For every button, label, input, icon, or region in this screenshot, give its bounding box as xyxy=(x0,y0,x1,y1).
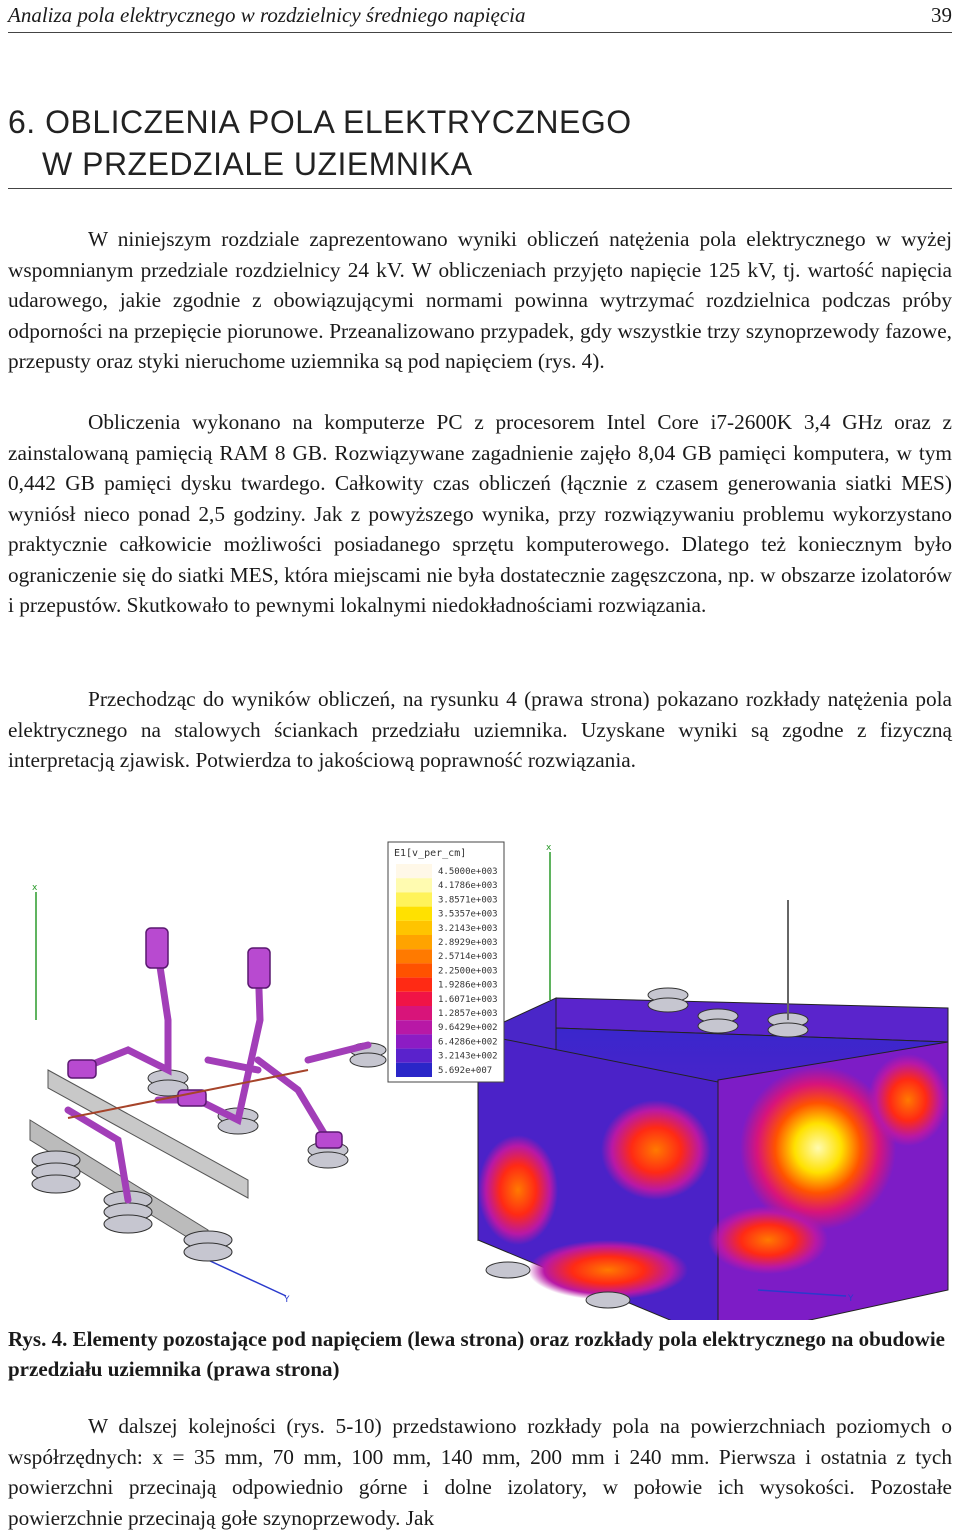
axis-label-x: x xyxy=(32,883,38,893)
chapter-heading-line1: 6. OBLICZENIA POLA ELEKTRYCZNEGO xyxy=(8,104,632,140)
paragraph: Przechodząc do wyników obliczeń, na rysunku 4 (prawa strona) pokazano rozkłady natężenia pola elektrycznego na stalowych ściankach przedziału uziemnika. Uzyskane wyniki są zgodne z fizyczną interpretacją zjawisk. Potwierdza to jakościową poprawność rozwiązania. xyxy=(8,687,952,772)
legend-swatch xyxy=(396,1063,432,1077)
field-hotspot xyxy=(601,1100,711,1200)
running-header xyxy=(8,0,952,33)
legend-value: 6.4286e+002 xyxy=(438,1037,498,1048)
legend-value: 3.5357e+003 xyxy=(438,909,498,920)
field-hotspot xyxy=(528,1240,688,1300)
running-title: Analiza pola elektrycznego w rozdzielnicy średniego napięcia xyxy=(8,3,526,27)
legend-swatch xyxy=(396,907,432,921)
legend-value: 4.1786e+003 xyxy=(438,881,498,892)
paragraph: Obliczenia wykonano na komputerze PC z procesorem Intel Core i7-2600K 3,4 GHz oraz z zainstalowaną pamięcią RAM 8 GB. Rozwiązywane zagadnienie zajęło 8,04 GB pamięci komputera, w tym 0,442 GB pamięci dysku twardego. Całkowity czas obliczeń (łącznie z czasem generowania siatki MES) wyniósł nieco ponad 2,5 godziny. Jak z powyższego wynika, przy rozwiązywaniu problemu wykorzystano praktycznie całkowicie możliwości posiadanego sprzętu komputerowego. Dlatego też koniecznym było ograniczenie się do siatki MES, która miejscami nie była dostatecznie zagęszczona, np. w obszarze izolatorów i przepustów. Skutkowało to pewnymi lokalnymi niedokładnościami rozwiązania. xyxy=(8,410,952,617)
chapter-heading-line2: W PRZEDZIALE UZIEMNIKA xyxy=(42,146,473,182)
legend-value: 2.5714e+003 xyxy=(438,952,498,963)
axis-label-x: x xyxy=(546,843,552,853)
legend-value: 1.6071e+003 xyxy=(438,994,498,1005)
legend-value: 3.2143e+003 xyxy=(438,923,498,934)
legend-swatch xyxy=(396,864,432,878)
legend-swatch xyxy=(396,1049,432,1063)
legend-swatch xyxy=(396,992,432,1006)
legend-swatch xyxy=(396,1020,432,1034)
legend-value: 9.6429e+002 xyxy=(438,1023,498,1034)
legend-swatch xyxy=(396,1006,432,1020)
legend-value: 4.5000e+003 xyxy=(438,867,498,877)
figure-4 xyxy=(8,820,952,1320)
legend-value: 3.8571e+003 xyxy=(438,895,498,906)
legend-swatch xyxy=(396,935,432,949)
legend-value: 1.2857e+003 xyxy=(438,1009,498,1019)
legend-swatch xyxy=(396,963,432,977)
enclosure-field-map xyxy=(478,843,948,1320)
legend-value: 2.2500e+003 xyxy=(438,966,498,977)
page-number: 39 xyxy=(931,3,952,27)
field-hotspot xyxy=(478,1135,558,1245)
axis-line-y xyxy=(208,1260,286,1296)
legend-title: E1[v_per_cm] xyxy=(394,848,467,859)
legend-swatch xyxy=(396,921,432,935)
legend-swatch xyxy=(396,892,432,906)
legend-value: 5.692e+007 xyxy=(438,1065,493,1076)
legend-swatch xyxy=(396,949,432,963)
color-legend xyxy=(388,842,504,1082)
legend-value: 1.9286e+003 xyxy=(438,980,498,991)
field-hotspot xyxy=(868,1054,948,1146)
paragraph: W dalszej kolejności (rys. 5-10) przedstawiono rozkłady pola na powierzchniach poziomych o współrzędnych: x = 35 mm, 70 mm, 100 mm, 140 mm, 200 mm i 240 mm. Pierwsza i ostatnia z tych powierzchni przecinają odpowiednio górne i dolne izolatory, w połowie ich wysokości. Pozostałe powierzchnie przecinają gołe szynoprzewody. Jak xyxy=(8,1414,952,1530)
axis-label-y: Y xyxy=(848,1294,854,1304)
axis-label-y: Y xyxy=(284,1295,290,1305)
figure-illustration xyxy=(8,820,952,1320)
chapter-heading xyxy=(8,102,952,189)
paragraph: W niniejszym rozdziale zaprezentowano wyniki obliczeń natężenia pola elektrycznego w wyżej wspomnianym przedziale rozdzielnicy 24 kV. W obliczeniach przyjęto napięcie 125 kV, tj. wartość napięcia udarowego, jakie zgodnie z obowiązującymi normami powinna wytrzymać rozdzielnica podczas próby odporności na przepięcie piorunowe. Przeanalizowano przypadek, gdy wszystkie trzy szynoprzewody fazowe, przepusty oraz styki nieruchome uziemnika są pod napięciem (rys. 4). xyxy=(8,227,952,373)
legend-value: 3.2143e+002 xyxy=(438,1051,498,1062)
live-parts-illustration xyxy=(30,883,386,1305)
figure-caption: Rys. 4. Elementy pozostające pod napięciem (lewa strona) oraz rozkłady pola elektrycznego na obudowie przedziału uziemnika (prawa strona) xyxy=(8,1327,945,1381)
field-hotspot xyxy=(708,1206,828,1274)
legend-value: 2.8929e+003 xyxy=(438,938,498,948)
legend-swatch xyxy=(396,1034,432,1048)
legend-swatch xyxy=(396,978,432,992)
legend-swatch xyxy=(396,878,432,892)
